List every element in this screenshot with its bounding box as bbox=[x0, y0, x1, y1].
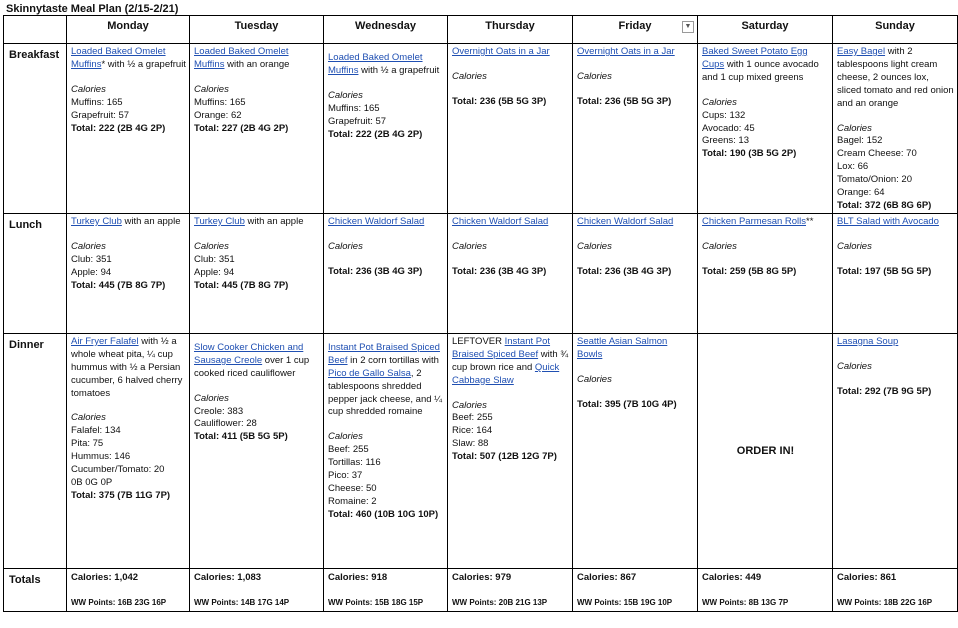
calories-label: Calories bbox=[837, 122, 872, 134]
meal-description: with ¾ cup brown rice and bbox=[452, 348, 569, 373]
breakfast-thursday bbox=[448, 44, 573, 214]
calories-label: Calories bbox=[452, 70, 487, 82]
calorie-item: Creole: 383 bbox=[194, 405, 244, 417]
meal-total: Total: 372 (6B 8G 6P) bbox=[837, 199, 932, 211]
calories-label: Calories bbox=[452, 240, 487, 252]
totals-monday bbox=[67, 568, 190, 611]
daily-calories: Calories: 867 bbox=[577, 571, 637, 583]
meal-description: * with ½ a grapefruit bbox=[101, 58, 186, 70]
calorie-item: Slaw: 88 bbox=[452, 438, 489, 450]
recipe-link[interactable]: Instant Pot Braised Spiced Beef bbox=[328, 341, 440, 366]
meal-total: Total: 222 (2B 4G 2P) bbox=[71, 122, 166, 134]
calorie-item: Club: 351 bbox=[71, 253, 112, 265]
calories-label: Calories bbox=[837, 360, 872, 372]
meal-total: Total: 507 (12B 12G 7P) bbox=[452, 451, 557, 463]
recipe-link[interactable]: BLT Salad with Avocado bbox=[837, 215, 939, 227]
calorie-item: 0B 0G 0P bbox=[71, 476, 113, 488]
breakfast-monday bbox=[67, 44, 190, 214]
row-label-totals: Totals bbox=[4, 568, 67, 611]
meal-total: Total: 236 (3B 4G 3P) bbox=[452, 265, 547, 277]
lunch-thursday bbox=[448, 213, 573, 333]
meal-description: in 2 corn tortillas with bbox=[347, 354, 439, 366]
calorie-item: Cups: 132 bbox=[702, 109, 746, 121]
dinner-saturday: ORDER IN! bbox=[698, 333, 833, 568]
totals-thursday bbox=[448, 568, 573, 611]
meal-total: Total: 190 (3B 5G 2P) bbox=[702, 148, 797, 160]
meal-total: Total: 222 (2B 4G 2P) bbox=[328, 128, 423, 140]
day-header-sunday: Sunday bbox=[833, 16, 958, 44]
calorie-item: Greens: 13 bbox=[702, 135, 749, 147]
breakfast-friday bbox=[573, 44, 698, 214]
breakfast-wednesday bbox=[324, 44, 448, 214]
breakfast-row bbox=[4, 44, 958, 214]
calories-label: Calories bbox=[577, 240, 612, 252]
meal-description: ** bbox=[806, 215, 814, 227]
meal-total: Total: 292 (7B 9G 5P) bbox=[837, 385, 932, 397]
calorie-item: Pita: 75 bbox=[71, 438, 104, 450]
meal-description: with 2 tablespoons light cream cheese, 2 ounces lox, sliced tomato and red onion and an orange bbox=[837, 46, 954, 109]
calorie-item: Romaine: 2 bbox=[328, 495, 377, 507]
recipe-link[interactable]: Quick Cabbage Slaw bbox=[452, 361, 560, 386]
day-header-friday bbox=[573, 16, 698, 44]
recipe-link[interactable]: Instant Pot Braised Spiced Beef bbox=[452, 335, 551, 360]
meal-total: Total: 236 (5B 5G 3P) bbox=[577, 95, 672, 107]
daily-calories: Calories: 861 bbox=[837, 571, 897, 583]
calorie-item: Rice: 164 bbox=[452, 425, 493, 437]
dinner-thursday bbox=[448, 333, 573, 568]
lunch-friday bbox=[573, 213, 698, 333]
page-title: Skinnytaste Meal Plan (2/15-2/21) bbox=[6, 3, 179, 15]
calorie-item: Cauliflower: 28 bbox=[194, 418, 257, 430]
calories-label: Calories bbox=[71, 83, 106, 95]
calories-label: Calories bbox=[328, 240, 363, 252]
totals-wednesday bbox=[324, 568, 448, 611]
daily-ww-points: WW Points: 8B 13G 7P bbox=[702, 597, 789, 607]
meal-total: Total: 411 (5B 5G 5P) bbox=[194, 431, 288, 443]
calories-label: Calories bbox=[837, 240, 872, 252]
daily-calories: Calories: 979 bbox=[452, 571, 512, 583]
recipe-link[interactable]: Chicken Waldorf Salad bbox=[577, 215, 674, 227]
calorie-item: Apple: 94 bbox=[71, 266, 112, 278]
recipe-link[interactable]: Loaded Baked Omelet Muffins bbox=[71, 46, 166, 70]
recipe-link[interactable]: Slow Cooker Chicken and Sausage Creole bbox=[194, 341, 304, 366]
calories-label: Calories bbox=[328, 431, 363, 443]
breakfast-saturday bbox=[698, 44, 833, 214]
calories-label: Calories bbox=[194, 240, 229, 252]
meal-total: Total: 197 (5B 5G 5P) bbox=[837, 265, 932, 277]
calories-label: Calories bbox=[71, 412, 106, 424]
daily-ww-points: WW Points: 15B 19G 10P bbox=[577, 597, 673, 607]
meal-description: with ½ a grapefruit bbox=[358, 64, 440, 76]
filter-dropdown-icon[interactable]: ▼ bbox=[682, 21, 694, 33]
meal-total: Total: 445 (7B 8G 7P) bbox=[194, 279, 289, 291]
breakfast-sunday bbox=[833, 44, 958, 214]
header-row bbox=[4, 16, 958, 44]
lunch-saturday bbox=[698, 213, 833, 333]
recipe-link[interactable]: Overnight Oats in a Jar bbox=[452, 46, 550, 57]
day-header-thursday: Thursday bbox=[448, 16, 573, 44]
calories-label: Calories bbox=[71, 240, 106, 252]
calorie-item: Muffins: 165 bbox=[194, 96, 246, 108]
calorie-item: Bagel: 152 bbox=[837, 135, 883, 147]
lunch-tuesday bbox=[190, 213, 324, 333]
recipe-link[interactable]: Easy Bagel bbox=[837, 46, 886, 57]
recipe-link[interactable]: Loaded Baked Omelet Muffins bbox=[328, 52, 423, 76]
calorie-item: Club: 351 bbox=[194, 253, 235, 265]
calories-label: Calories bbox=[452, 399, 487, 411]
calories-label: Calories bbox=[702, 240, 737, 252]
daily-ww-points: WW Points: 14B 17G 14P bbox=[194, 597, 290, 607]
recipe-link[interactable]: Turkey Club bbox=[71, 215, 122, 227]
row-label-breakfast: Breakfast bbox=[4, 44, 67, 214]
totals-friday bbox=[573, 568, 698, 611]
calorie-item: Cucumber/Tomato: 20 bbox=[71, 464, 165, 476]
calorie-item: Apple: 94 bbox=[194, 266, 235, 278]
recipe-link[interactable]: Air Fryer Falafel bbox=[71, 335, 139, 347]
meal-description: , 2 tablespoons shredded pepper jack cheese, and ¼ cup shredded romaine bbox=[328, 367, 443, 418]
calorie-item: Hummus: 146 bbox=[71, 451, 131, 463]
meal-description: with ½ a whole wheat pita, ¼ cup hummus with ½ a Persian cucumber, 6 halved cherry tomatoes bbox=[71, 335, 183, 399]
meal-description: with an orange bbox=[224, 58, 290, 70]
calorie-item: Orange: 62 bbox=[194, 109, 242, 121]
meal-total: Total: 236 (5B 5G 3P) bbox=[452, 95, 547, 107]
daily-calories: Calories: 918 bbox=[328, 571, 388, 583]
recipe-link[interactable]: Chicken Waldorf Salad bbox=[452, 215, 549, 227]
day-header-wednesday: Wednesday bbox=[324, 16, 448, 44]
lunch-monday bbox=[67, 213, 190, 333]
calorie-item: Beef: 255 bbox=[452, 412, 493, 424]
totals-row bbox=[4, 568, 958, 611]
meal-description: with an apple bbox=[121, 215, 181, 227]
daily-ww-points: WW Points: 15B 18G 15P bbox=[328, 597, 424, 607]
dinner-friday bbox=[573, 333, 698, 568]
meal-prefix: LEFTOVER bbox=[452, 335, 505, 347]
daily-calories: Calories: 1,083 bbox=[194, 571, 262, 583]
recipe-link[interactable]: Seattle Asian Salmon Bowls bbox=[577, 335, 668, 360]
totals-sunday bbox=[833, 568, 958, 611]
dinner-wednesday bbox=[324, 333, 448, 568]
dinner-sunday bbox=[833, 333, 958, 568]
breakfast-tuesday bbox=[190, 44, 324, 214]
meal-total: Total: 236 (3B 4G 3P) bbox=[577, 265, 672, 277]
calories-label: Calories bbox=[577, 373, 612, 385]
recipe-link[interactable]: Chicken Waldorf Salad bbox=[328, 215, 425, 227]
daily-calories: Calories: 1,042 bbox=[71, 571, 139, 583]
dinner-row bbox=[4, 333, 958, 568]
dinner-tuesday bbox=[190, 333, 324, 568]
day-header-monday: Monday bbox=[67, 16, 190, 44]
row-label-dinner: Dinner bbox=[4, 333, 67, 568]
daily-ww-points: WW Points: 16B 23G 16P bbox=[71, 597, 167, 607]
calorie-item: Tortillas: 116 bbox=[328, 457, 381, 469]
meal-total: Total: 236 (3B 4G 3P) bbox=[328, 265, 423, 277]
recipe-link[interactable]: Pico de Gallo Salsa bbox=[328, 367, 411, 379]
day-header-tuesday: Tuesday bbox=[190, 16, 324, 44]
day-header-friday-label: Friday bbox=[618, 20, 652, 32]
lunch-sunday bbox=[833, 213, 958, 333]
calorie-item: Lox: 66 bbox=[837, 161, 869, 173]
meal-total: Total: 445 (7B 8G 7P) bbox=[71, 279, 166, 291]
calories-label: Calories bbox=[194, 392, 229, 404]
meal-total: Total: 227 (2B 4G 2P) bbox=[194, 122, 289, 134]
calories-label: Calories bbox=[328, 89, 363, 101]
recipe-link[interactable]: Lasagna Soup bbox=[837, 335, 899, 347]
meal-total: Total: 375 (7B 11G 7P) bbox=[71, 489, 171, 501]
calorie-item: Cheese: 50 bbox=[328, 482, 377, 494]
recipe-link[interactable]: Overnight Oats in a Jar bbox=[577, 46, 675, 57]
meal-description: with an apple bbox=[244, 215, 304, 227]
row-label-lunch: Lunch bbox=[4, 213, 67, 333]
day-header-saturday: Saturday bbox=[698, 16, 833, 44]
calorie-item: Muffins: 165 bbox=[71, 96, 123, 108]
calorie-item: Orange: 64 bbox=[837, 187, 885, 199]
totals-saturday bbox=[698, 568, 833, 611]
meal-total: Total: 259 (5B 8G 5P) bbox=[702, 265, 797, 277]
calorie-item: Muffins: 165 bbox=[328, 102, 380, 114]
recipe-link[interactable]: Baked Sweet Potato Egg Cups bbox=[702, 46, 808, 70]
daily-calories: Calories: 449 bbox=[702, 571, 762, 583]
calorie-item: Falafel: 134 bbox=[71, 425, 121, 437]
calorie-item: Beef: 255 bbox=[328, 444, 369, 456]
totals-tuesday bbox=[190, 568, 324, 611]
daily-ww-points: WW Points: 18B 22G 16P bbox=[837, 597, 933, 607]
meal-total: Total: 460 (10B 10G 10P) bbox=[328, 508, 439, 520]
calorie-item: Pico: 37 bbox=[328, 470, 363, 482]
recipe-link[interactable]: Loaded Baked Omelet Muffins bbox=[194, 46, 289, 70]
daily-ww-points: WW Points: 20B 21G 13P bbox=[452, 597, 548, 607]
corner-cell bbox=[4, 16, 67, 44]
calorie-item: Grapefruit: 57 bbox=[71, 109, 130, 121]
lunch-row bbox=[4, 213, 958, 333]
lunch-wednesday bbox=[324, 213, 448, 333]
meal-description: over 1 cup cooked riced cauliflower bbox=[194, 354, 310, 379]
recipe-link[interactable]: Chicken Parmesan Rolls bbox=[702, 215, 807, 227]
dinner-monday bbox=[67, 333, 190, 568]
calorie-item: Tomato/Onion: 20 bbox=[837, 174, 912, 186]
calorie-item: Grapefruit: 57 bbox=[328, 115, 387, 127]
calorie-item: Cream Cheese: 70 bbox=[837, 148, 917, 160]
calories-label: Calories bbox=[194, 83, 229, 95]
recipe-link[interactable]: Turkey Club bbox=[194, 215, 245, 227]
meal-description: with 1 ounce avocado and 1 cup mixed greens bbox=[702, 58, 819, 83]
calories-label: Calories bbox=[702, 96, 737, 108]
meal-plan-table bbox=[3, 15, 958, 612]
meal-total: Total: 395 (7B 10G 4P) bbox=[577, 398, 677, 410]
calories-label: Calories bbox=[577, 70, 612, 82]
calorie-item: Avocado: 45 bbox=[702, 122, 755, 134]
